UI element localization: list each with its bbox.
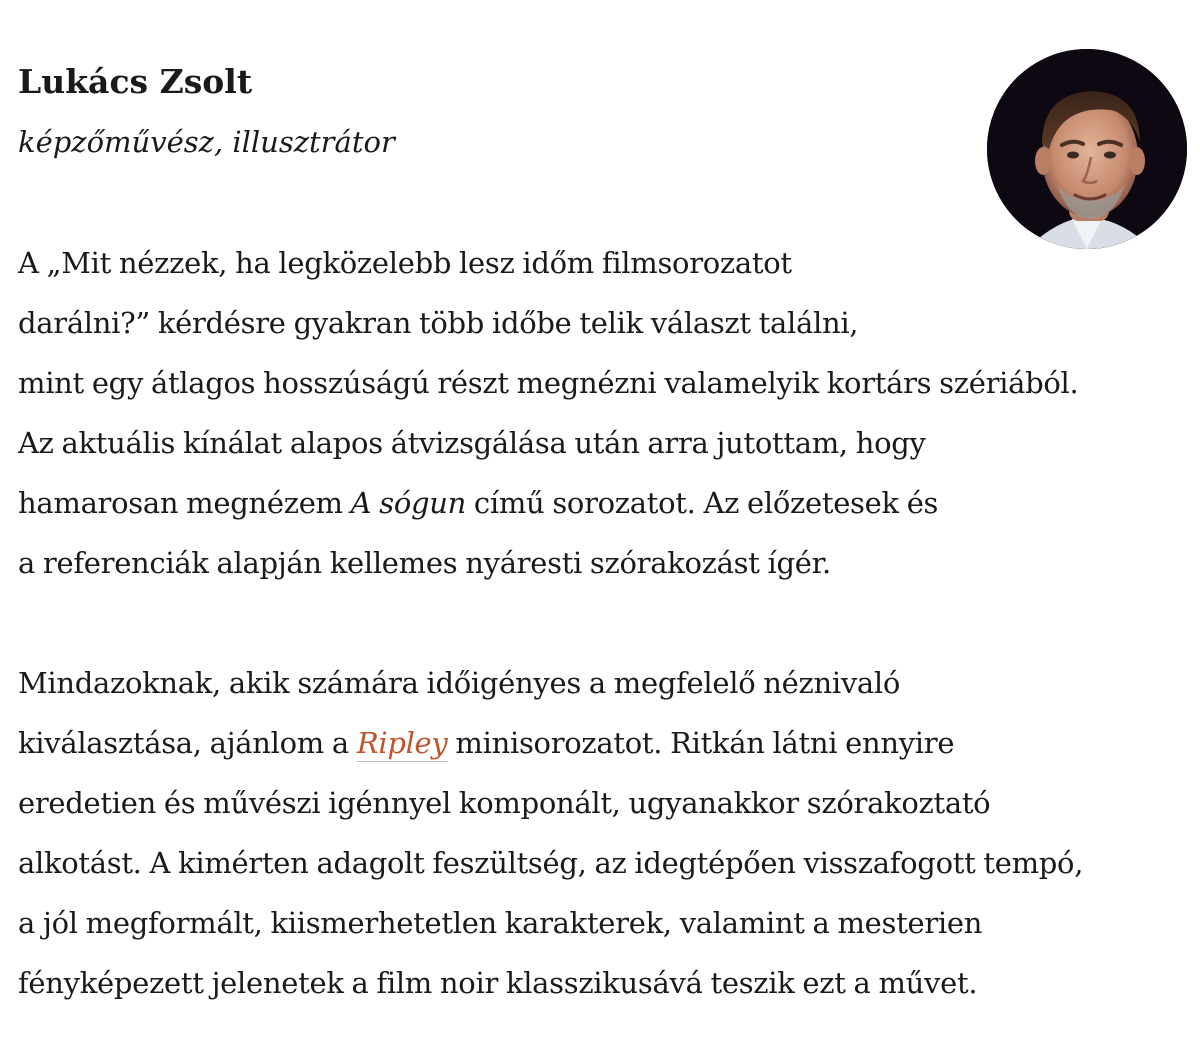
- paragraph-2-line-3: eredetien és művészi igénnyel komponált, ugyanakkor szórakoztató: [18, 786, 991, 820]
- author-name: Lukács Zsolt: [18, 62, 253, 101]
- paragraph-1-line-3: mint egy átlagos hosszúságú részt megnézni valamelyik kortárs szériából.: [18, 366, 1079, 400]
- paragraph-2-line-2: [18, 713, 1193, 773]
- paragraph-2-line-4: alkotást. A kimérten adagolt feszültség, az idegtépően visszafogott tempó,: [18, 846, 1084, 880]
- paragraph-1-line-4: Az aktuális kínálat alapos átvizsgálása után arra jutottam, hogy: [18, 426, 926, 460]
- author-avatar: [987, 49, 1187, 249]
- text-segment: című sorozatot. Az előzetesek és: [466, 486, 939, 520]
- paragraph-2: [18, 653, 1193, 1013]
- text-segment: kiválasztása, ajánlom a: [18, 726, 357, 760]
- paragraph-1-line-5: [18, 473, 1193, 533]
- paragraph-1-line-2: darálni?” kérdésre gyakran több időbe telik választ találni,: [18, 306, 859, 340]
- paragraph-2-line-1: Mindazoknak, akik számára időigényes a megfelelő néznivaló: [18, 666, 901, 700]
- author-portrait-icon: [987, 49, 1187, 249]
- paragraph-2-line-6: fényképezett jelenetek a film noir klasszikusává teszik ezt a művet.: [18, 966, 978, 1000]
- author-role: képzőművész, illusztrátor: [18, 125, 395, 159]
- ripley-link[interactable]: Ripley: [356, 726, 448, 760]
- paragraph-2-line-5: a jól megformált, kiismerhetetlen karakterek, valamint a mesterien: [18, 906, 983, 940]
- show-title-shogun: A sógun: [350, 486, 466, 520]
- text-segment: minisorozatot. Ritkán látni ennyire: [447, 726, 955, 760]
- paragraph-1: [18, 233, 1193, 593]
- paragraph-1-line-1: A „Mit nézzek, ha legközelebb lesz időm filmsorozatot: [18, 246, 792, 280]
- text-segment: hamarosan megnézem: [18, 486, 351, 520]
- paragraph-1-line-6: a referenciák alapján kellemes nyáresti szórakozást ígér.: [18, 546, 831, 580]
